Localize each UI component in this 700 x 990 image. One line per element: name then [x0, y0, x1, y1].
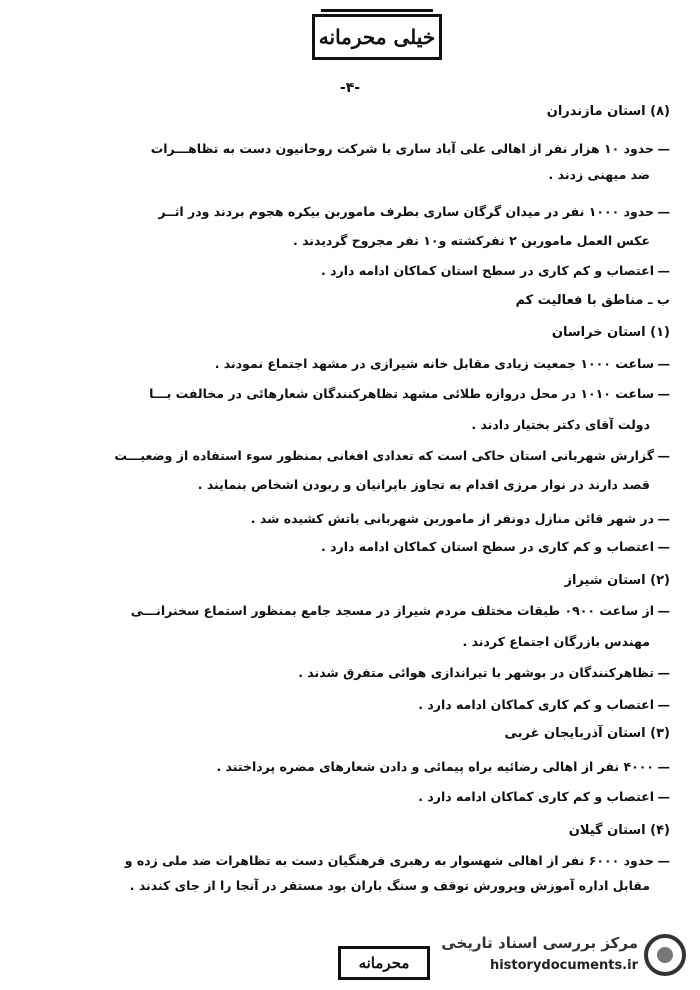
bullet-dash-icon: — [657, 263, 670, 278]
line-text: اعتصاب و کم کاری در سطح استان کماکان ادامه دارد . [321, 539, 654, 554]
bullet-dash-icon: — [657, 665, 670, 680]
watermark-site: historydocuments.ir [489, 958, 638, 973]
bullet-line [80, 355, 670, 373]
line-text: حدود ۱۰ هزار نفر از اهالی علی آباد ساری با شرکت روحانیون دست به تظاهـــرات [150, 141, 654, 156]
bullet-dash-icon: — [657, 603, 670, 618]
watermark [441, 930, 690, 982]
line-text: مقابل اداره آموزش وپرورش توقف و سنگ باران بود مستقر در آنجا را از جای کندند . [129, 878, 650, 893]
line-text: مهندس بازرگان اجتماع کردند . [462, 634, 650, 649]
continuation-line [80, 232, 650, 250]
bullet-line [80, 758, 670, 776]
bullet-line [80, 696, 670, 714]
bullet-line [80, 602, 670, 620]
bullet-dash-icon: — [657, 539, 670, 554]
bullet-line [80, 140, 670, 158]
line-text: حدود ۱۰۰۰ نفر در میدان گرگان ساری بطرف ماموربن بیکره هجوم بردند ودر اثــر [158, 204, 654, 219]
line-text: دولت آقای دکتر بختیار دادند . [471, 417, 650, 432]
line-text: ب ـ مناطق با فعالیت کم [515, 293, 670, 308]
bullet-line [80, 385, 670, 403]
section-heading [80, 103, 670, 121]
continuation-line [80, 877, 650, 895]
line-text: قصد دارند در نوار مرزی اقدام به تجاوز باپرانیان و ربودن اشخاص بنمایند . [197, 477, 650, 492]
section-heading [80, 725, 670, 743]
bullet-dash-icon: — [657, 448, 670, 463]
section-heading [80, 572, 670, 590]
classification-stamp-top: خیلی محرمانه [312, 14, 442, 60]
line-text: ساعت ۱۰۰۰ جمعیت زیادی مقابل خانه شیرازی در مشهد اجتماع نمودند . [214, 356, 654, 371]
bullet-line [80, 203, 670, 221]
watermark-org: مرکز بررسی اسناد تاریخی [441, 934, 638, 952]
line-text: اعتصاب و کم کاری کماکان ادامه دارد . [418, 789, 654, 804]
bullet-dash-icon: — [657, 386, 670, 401]
continuation-line [80, 633, 650, 651]
line-text: (۴) استان گیلان [568, 823, 670, 838]
line-text: ساعت ۱۰۱۰ در محل دروازه طلائی مشهد تظاهرکنندگان شعارهائی در مخالفت بـــا [149, 386, 654, 401]
line-text: ۴۰۰۰ نفر از اهالی رضائیه براه پیمائی و دادن شعارهای مضره پرداختند . [216, 759, 654, 774]
bullet-line [80, 538, 670, 556]
bullet-dash-icon: — [657, 853, 670, 868]
bullet-line [80, 510, 670, 528]
line-text: عکس العمل ماموربن ۲ نفرکشته و۱۰ نفر مجروح گردیدند . [292, 233, 650, 248]
archive-logo-icon [644, 934, 686, 976]
classification-stamp-bottom: محرمانه [338, 946, 430, 980]
bullet-dash-icon: — [657, 759, 670, 774]
bullet-line [80, 788, 670, 806]
line-text: در شهر قائن منازل دونفر از ماموربن شهربانی باتش کشیده شد . [250, 511, 654, 526]
bullet-line [80, 262, 670, 280]
continuation-line [80, 166, 650, 184]
bullet-dash-icon: — [657, 141, 670, 156]
line-text: حدود ۶۰۰۰ نفر از اهالی شهسوار به رهبری فرهنگیان دست به تظاهرات ضد ملی زده و [124, 853, 654, 868]
bullet-line [80, 664, 670, 682]
line-text: تظاهرکنندگان در بوشهر با تیراندازی هوائی متفرق شدند . [298, 665, 654, 680]
continuation-line [80, 476, 650, 494]
line-text: اعتصاب و کم کاری کماکان ادامه دارد . [418, 697, 654, 712]
line-text: (۲) استان شیراز [564, 573, 670, 588]
line-text: (۳) استان آذربایجان غربی [504, 726, 670, 741]
bullet-dash-icon: — [657, 356, 670, 371]
bullet-dash-icon: — [657, 789, 670, 804]
bullet-dash-icon: — [657, 697, 670, 712]
bullet-dash-icon: — [657, 511, 670, 526]
bullet-line [80, 447, 670, 465]
line-text: گزارش شهربانی استان حاکی است که تعدادی افغانی بمنظور سوء استفاده از وضعیـــت [114, 448, 654, 463]
line-text: (۸) استان مازندران [546, 104, 670, 119]
bullet-dash-icon: — [657, 204, 670, 219]
section-heading [80, 822, 670, 840]
section-heading [80, 292, 670, 310]
line-text: اعتصاب و کم کاری در سطح استان کماکان ادامه دارد . [321, 263, 654, 278]
line-text: از ساعت ۰۹۰۰ طبقات مختلف مردم شیراز در مسجد جامع بمنظور استماع سخنرانـــی [130, 603, 654, 618]
line-text: (۱) استان خراسان [551, 325, 670, 340]
bullet-line [80, 852, 670, 870]
page-number: -۴- [339, 80, 361, 96]
section-heading [80, 324, 670, 342]
line-text: ضد میهنی زدند . [548, 167, 650, 182]
continuation-line [80, 416, 650, 434]
